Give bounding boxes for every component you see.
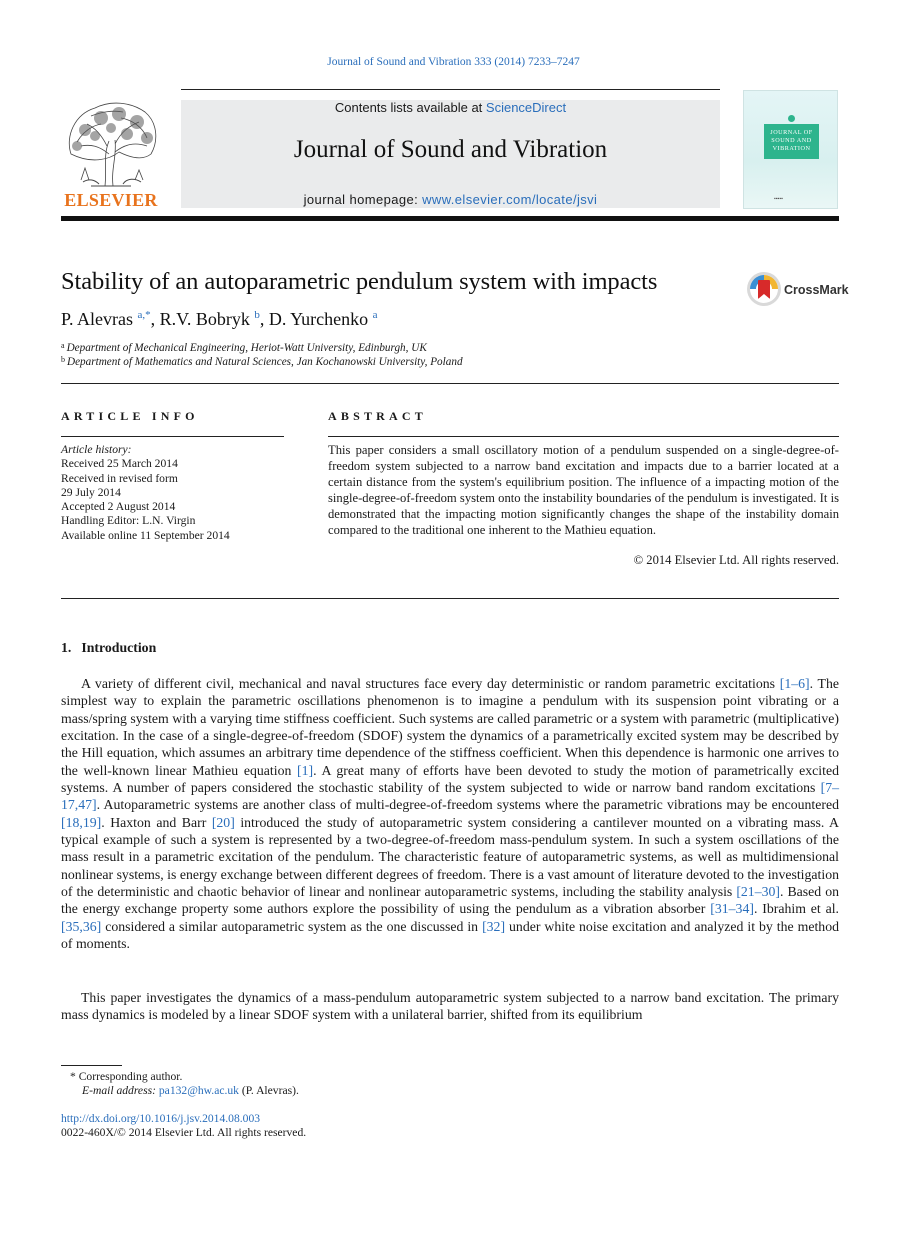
article-info-heading: ARTICLE INFO: [61, 409, 199, 423]
author-separator: ,: [150, 309, 160, 329]
author-name[interactable]: P. Alevras: [61, 309, 133, 329]
citation-link[interactable]: [21–30]: [736, 884, 780, 900]
author-name[interactable]: D. Yurchenko: [268, 309, 369, 329]
citation-link[interactable]: [1]: [297, 762, 314, 778]
abstract-heading: ABSTRACT: [328, 409, 427, 423]
affiliation: [61, 341, 427, 354]
journal-homepage-line: [181, 192, 720, 207]
abstract-text: This paper considers a small oscillatory motion of a pendulum suspended on a single-degree-of-freedom system subjected to a narrow band excitation and impacts due to a barrier located at a certain distance from the system's equilibrium position. The influence of a impacting motion of the single-degree-of-freedom system onto the instability boundaries of the pendulum is investigated. It is demonstrated that the impacting motion significantly changes the shape of the instability domain compared to the traditional one inherent to the Mathieu equation.: [328, 443, 839, 538]
citation-link[interactable]: [20]: [211, 814, 235, 830]
footnote-rule: [61, 1065, 122, 1066]
paragraph-text: . Ibrahim et al.: [753, 901, 839, 917]
citation-link[interactable]: [31–34]: [710, 901, 754, 917]
footnote-asterisk: *: [70, 1070, 79, 1083]
citation-link[interactable]: [7–17,47]: [61, 780, 839, 813]
affiliation-text: Department of Mathematics and Natural Sciences, Jan Kochanowski University, Poland: [67, 356, 463, 368]
crossmark-label: CrossMark: [784, 283, 849, 297]
history-item: Accepted 2 August 2014: [61, 500, 176, 514]
title-divider: [61, 383, 839, 384]
article-history: [61, 443, 291, 543]
crossmark-badge[interactable]: [746, 271, 849, 309]
history-item: Received in revised form: [61, 471, 178, 485]
journal-homepage-link[interactable]: www.elsevier.com/locate/jsvi: [422, 192, 598, 207]
citation-link[interactable]: [1–6]: [779, 676, 810, 691]
section-heading: [61, 640, 166, 656]
issn-line: 0022-460X/© 2014 Elsevier Ltd. All rights reserved.: [61, 1126, 307, 1139]
paragraph-text: introduced the study of autoparametric system considering a cantilever mounted on a vibrating mass. A typical example of such a system is represented by a two-degree-of-freedom mass-pendulum system. In such a system oscillations of the mass result in a parametric excitation of the pendulum. The characteristic feature of autoparametric systems, as well as multidimensional nonlinear systems, is energy exchange between different degrees of freedom. There is a vast amount of literature devoted to the investigation of the deterministic and chaotic behavior of linear and nonlinear autoparametric systems, including the stability analysis: [61, 814, 839, 900]
citation-link[interactable]: [35,36]: [61, 918, 102, 934]
email-link[interactable]: pa132@hw.ac.uk: [158, 1084, 239, 1097]
citation-link[interactable]: [18,19]: [61, 814, 102, 830]
email-label: E-mail address:: [82, 1084, 156, 1097]
intro-paragraph-1: [61, 675, 839, 953]
paragraph-text: . Based on the energy exchange property some authors explore the possibility of using the pendulum as a vibration absorber: [61, 884, 839, 917]
history-item: 29 July 2014: [61, 485, 121, 499]
abstract-rule: [328, 436, 839, 437]
journal-citation[interactable]: Journal of Sound and Vibration 333 (2014) 7233–7247: [327, 56, 580, 68]
affiliation-mark: b: [61, 355, 65, 364]
abstract-copyright: © 2014 Elsevier Ltd. All rights reserved.: [633, 553, 839, 567]
cover-title: JOURNAL OF SOUND AND VIBRATION: [764, 124, 819, 159]
affiliation: [61, 355, 463, 368]
journal-cover-thumbnail[interactable]: [743, 90, 838, 209]
paragraph-text: . The simplest way to explain the parametric oscillations phenomenon is to imagine a pendulum with its suspension point vibrating or a mass/spring system with a varying time stiffness coefficient. Such systems are called parametric or a system with parametric (multiplicative) excitation. In the case of a single-degree-of-freedom (SDOF) system the dynamics of a parametrically excited system may be described by the Hill equation, which assumes an arbitrary time dependence of the stiffness coefficient. When this dependence is harmonic one arrives to the well-known linear Mathieu equation: [61, 676, 839, 778]
header-divider: [181, 89, 720, 90]
history-item: Available online 11 September 2014: [61, 528, 230, 542]
section-number: 1.: [61, 640, 72, 655]
sciencedirect-link[interactable]: ScienceDirect: [485, 100, 567, 115]
intro-paragraph-2: This paper investigates the dynamics of a mass-pendulum autoparametric system subjected to a narrow band excitation. The primary mass dynamics is modeled by a linear SDOF system with a unilateral barrier, shifted from its equilibrium: [61, 990, 839, 1023]
cover-publisher-mark: ▪▪▪▪▪: [774, 197, 783, 202]
author-affiliation-marks[interactable]: a: [372, 309, 378, 321]
header-thick-rule: [61, 216, 839, 221]
front-matter-divider: [61, 598, 839, 599]
contents-prefix: Contents lists available at: [334, 100, 486, 115]
contents-available-line: [181, 100, 720, 115]
history-item: Received 25 March 2014: [61, 457, 178, 471]
author-separator: ,: [259, 309, 269, 329]
paragraph-text: . Autoparametric systems are another class of multi-degree-of-freedom systems where the parametric vibrations may be encountered: [96, 797, 839, 813]
corresponding-text: Corresponding author.: [78, 1070, 183, 1083]
section-title: Introduction: [81, 640, 157, 655]
cover-emblem-icon: [788, 115, 795, 122]
corresponding-author-note: [70, 1070, 182, 1083]
doi-link[interactable]: http://dx.doi.org/10.1016/j.jsv.2014.08.003: [61, 1112, 261, 1125]
author-name[interactable]: R.V. Bobryk: [159, 309, 250, 329]
crossmark-icon: [746, 271, 782, 307]
elsevier-wordmark: ELSEVIER: [64, 190, 158, 210]
homepage-prefix: journal homepage:: [303, 192, 423, 207]
author-affiliation-marks[interactable]: b: [254, 309, 260, 321]
journal-name: Journal of Sound and Vibration: [293, 136, 608, 163]
affiliation-mark: a: [61, 341, 65, 350]
history-label: Article history:: [61, 443, 132, 456]
paragraph-text: . A great many of efforts have been devoted to study the motion of parametrically excited systems. A number of papers considered the stochastic stability of the system subjected to wide or narrow band random excitations: [61, 762, 839, 796]
affiliation-text: Department of Mechanical Engineering, Heriot-Watt University, Edinburgh, UK: [66, 342, 427, 354]
article-info-rule: [61, 436, 284, 437]
paragraph-text: . Haxton and Barr: [101, 814, 212, 830]
author-list: [61, 309, 378, 330]
paragraph-text: under white noise excitation and analyzed it by the method of moments.: [61, 918, 839, 952]
article-title: Stability of an autoparametric pendulum system with impacts: [61, 268, 658, 295]
history-item: Handling Editor: L.N. Virgin: [61, 514, 196, 528]
email-suffix: (P. Alevras).: [238, 1084, 299, 1097]
email-note: [82, 1084, 299, 1097]
paragraph-text: considered a similar autoparametric system as the one discussed in: [101, 918, 483, 934]
author-affiliation-marks[interactable]: a,*: [137, 309, 151, 321]
paragraph-text: A variety of different civil, mechanical and naval structures face every day deterministic or random parametric excitations: [81, 676, 780, 691]
citation-link[interactable]: [32]: [482, 918, 506, 934]
